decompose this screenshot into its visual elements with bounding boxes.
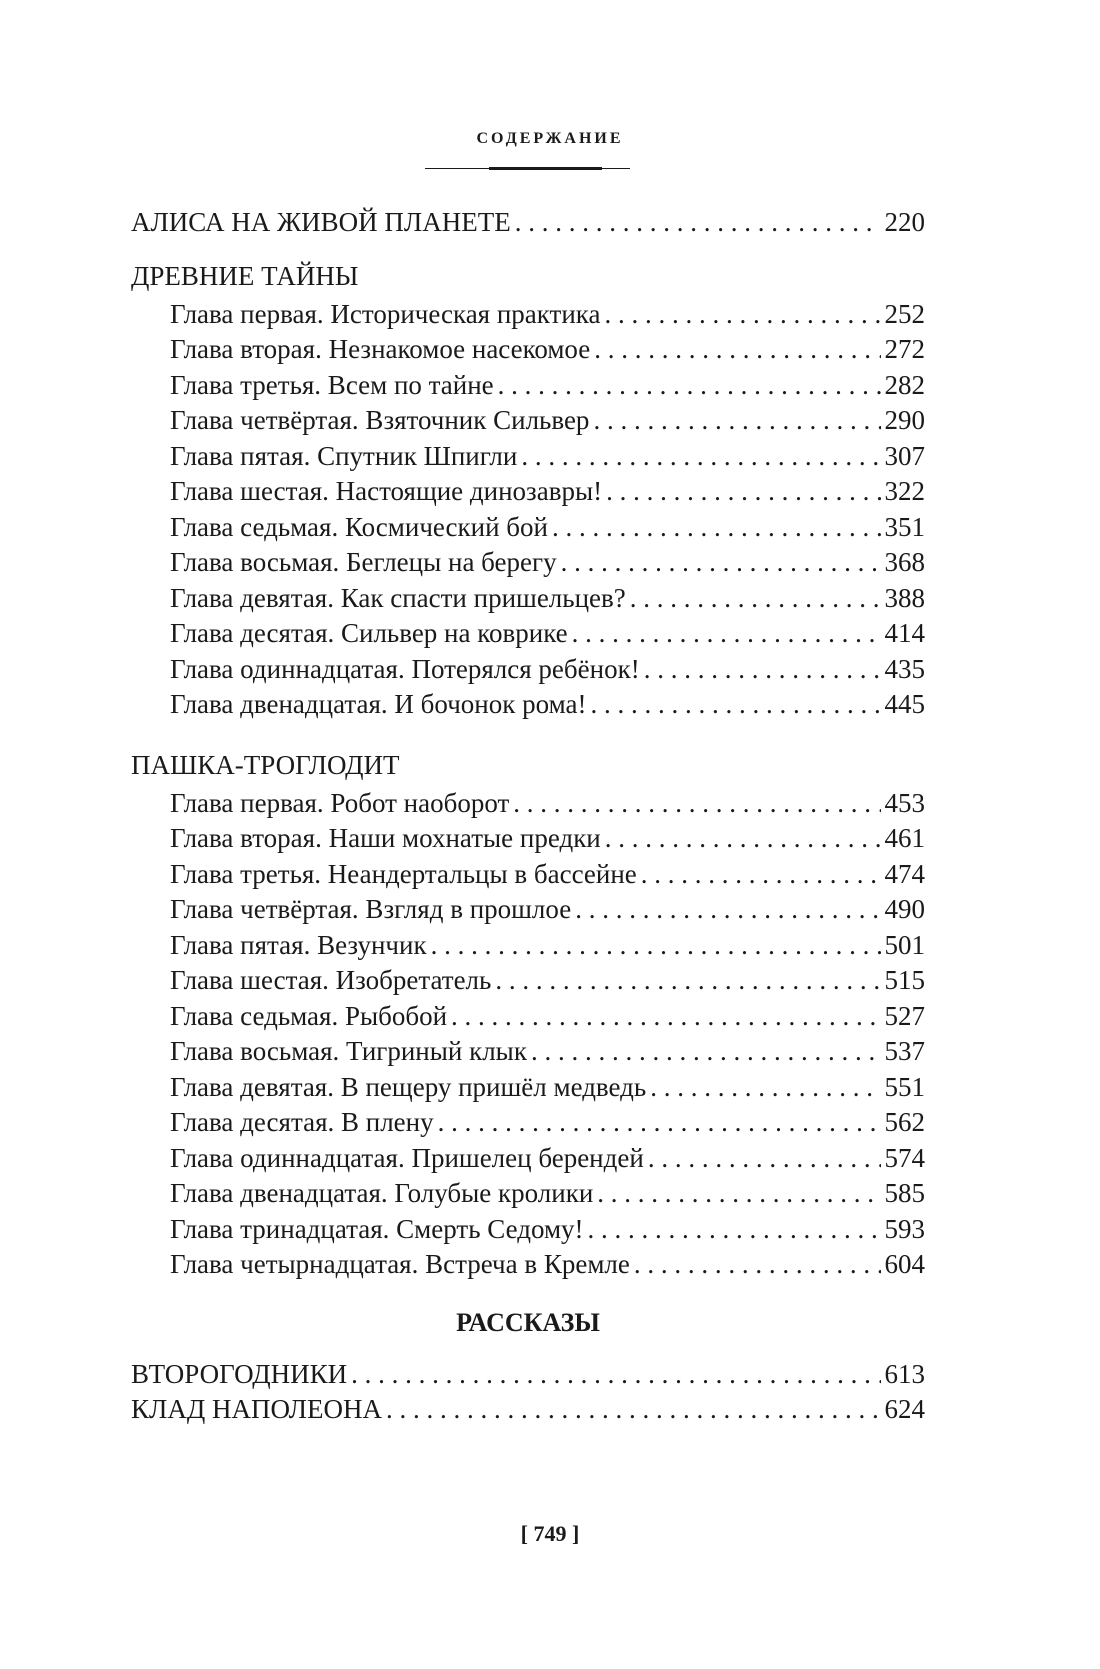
story-title: КЛАД НАПОЛЕОНА <box>131 1394 382 1424</box>
part-title: ПАШКА-ТРОГЛОДИТ <box>131 749 400 780</box>
dot-leader <box>648 1141 881 1177</box>
chapter-title: Глава пятая. Везунчик <box>170 929 427 960</box>
part-block <box>131 256 925 723</box>
chapter-title: Глава вторая. Наши мохнатые предки <box>170 823 601 853</box>
toc-chapter-entry[interactable] <box>131 892 925 928</box>
chapter-title: Глава шестая. Изобретатель <box>170 965 492 995</box>
chapter-page: 515 <box>884 965 925 995</box>
chapter-page: 351 <box>884 511 925 542</box>
toc-chapter-entry[interactable] <box>131 1034 925 1070</box>
dot-leader <box>605 821 881 857</box>
chapter-title: Глава первая. Робот наоборот <box>170 787 510 818</box>
toc-chapter-entry[interactable] <box>131 928 925 964</box>
dot-leader <box>593 403 880 439</box>
dot-leader <box>515 205 881 241</box>
chapter-page: 388 <box>884 582 925 613</box>
toc-chapter-entry[interactable] <box>131 1070 925 1106</box>
chapter-title: Глава десятая. Сильвер на коврике <box>170 618 568 648</box>
toc-chapter-entry[interactable] <box>131 1141 925 1177</box>
chapter-page: 585 <box>884 1178 925 1208</box>
toc-chapter-entry[interactable] <box>131 1176 925 1212</box>
dot-leader <box>451 999 880 1035</box>
toc-chapter-entry[interactable] <box>131 652 925 688</box>
dot-leader <box>575 892 880 928</box>
chapter-page: 453 <box>884 787 925 818</box>
toc-chapter-entry[interactable] <box>131 545 925 581</box>
toc-chapter-entry[interactable] <box>131 1105 925 1141</box>
dot-leader <box>431 928 881 964</box>
toc-story-entry[interactable] <box>131 1392 925 1428</box>
toc-entry-top[interactable] <box>131 205 925 241</box>
toc-chapter-entry[interactable] <box>131 857 925 893</box>
chapter-title: Глава четвёртая. Взгляд в прошлое <box>170 894 572 924</box>
chapter-title: Глава третья. Неандертальцы в бассейне <box>170 858 637 889</box>
dot-leader <box>572 616 881 652</box>
chapter-page: 537 <box>884 1036 925 1066</box>
chapter-page: 307 <box>884 440 925 471</box>
chapter-page: 414 <box>884 618 925 648</box>
chapter-page: 501 <box>884 929 925 960</box>
part-title: ДРЕВНИЕ ТАЙНЫ <box>131 260 359 291</box>
chapter-title: Глава первая. Историческая практика <box>170 298 601 329</box>
header-rule-thick <box>489 167 602 170</box>
toc-chapter-entry[interactable] <box>131 581 925 617</box>
dot-leader <box>634 1247 881 1283</box>
chapter-page: 490 <box>884 894 925 924</box>
chapter-title: Глава девятая. Как спасти пришельцев? <box>170 582 626 613</box>
chapter-page: 445 <box>884 689 925 719</box>
part-block <box>131 745 925 1283</box>
dot-leader <box>588 1212 881 1248</box>
toc-chapter-entry[interactable] <box>131 999 925 1035</box>
dot-leader <box>604 297 880 333</box>
chapter-page: 282 <box>884 369 925 400</box>
chapter-page: 593 <box>884 1213 925 1244</box>
page-number <box>0 1521 1100 1547</box>
chapter-title: Глава четырнадцатая. Встреча в Кремле <box>170 1249 630 1279</box>
dot-leader <box>351 1357 880 1393</box>
chapter-page: 604 <box>884 1249 925 1279</box>
dot-leader <box>641 857 881 893</box>
toc-chapter-entry[interactable] <box>131 687 925 723</box>
chapter-title: Глава восьмая. Тигриный клык <box>170 1036 527 1066</box>
toc-entry-page: 220 <box>884 207 925 237</box>
dot-leader <box>438 1105 881 1141</box>
chapter-page: 461 <box>884 823 925 853</box>
toc-chapter-entry[interactable] <box>131 439 925 475</box>
toc-chapter-entry[interactable] <box>131 403 925 439</box>
dot-leader <box>531 1034 881 1070</box>
toc-chapter-entry[interactable] <box>131 1247 925 1283</box>
chapter-list <box>131 297 925 723</box>
folio-number: 749 <box>533 1521 567 1546</box>
chapter-title: Глава двенадцатая. И бочонок рома! <box>170 689 587 719</box>
dot-leader <box>644 652 881 688</box>
dot-leader <box>521 439 880 475</box>
chapter-page: 252 <box>884 298 925 329</box>
chapter-page: 551 <box>884 1071 925 1102</box>
dot-leader <box>552 510 881 546</box>
toc-chapter-entry[interactable] <box>131 786 925 822</box>
chapter-title: Глава шестая. Настоящие динозавры! <box>170 476 603 506</box>
chapter-page: 562 <box>884 1107 925 1137</box>
chapter-title: Глава пятая. Спутник Шпигли <box>170 440 518 471</box>
toc-chapter-entry[interactable] <box>131 332 925 368</box>
dot-leader <box>606 474 880 510</box>
story-title: ВТОРОГОДНИКИ <box>131 1358 348 1389</box>
chapter-page: 368 <box>884 547 925 577</box>
chapter-title: Глава одиннадцатая. Пришелец берендей <box>170 1142 644 1173</box>
chapter-page: 474 <box>884 858 925 889</box>
chapter-title: Глава двенадцатая. Голубые кролики <box>170 1178 594 1208</box>
toc-chapter-entry[interactable] <box>131 368 925 404</box>
table-of-contents <box>131 205 925 1428</box>
toc-chapter-entry[interactable] <box>131 963 925 999</box>
dot-leader <box>594 332 880 368</box>
dot-leader <box>630 581 881 617</box>
chapter-list <box>131 786 925 1283</box>
chapter-title: Глава вторая. Незнакомое насекомое <box>170 334 591 364</box>
toc-chapter-entry[interactable] <box>131 474 925 510</box>
toc-chapter-entry[interactable] <box>131 510 925 546</box>
chapter-title: Глава седьмая. Космический бой <box>170 511 548 542</box>
chapter-title: Глава десятая. В плену <box>170 1107 434 1137</box>
chapter-page: 322 <box>884 476 925 506</box>
chapter-page: 574 <box>884 1142 925 1173</box>
dot-leader <box>386 1392 881 1428</box>
chapter-page: 435 <box>884 653 925 684</box>
dot-leader <box>561 545 881 581</box>
dot-leader <box>498 368 881 404</box>
chapter-title: Глава третья. Всем по тайне <box>170 369 494 400</box>
folio-right-bracket: ] <box>572 1521 580 1546</box>
toc-story-entry[interactable] <box>131 1357 925 1393</box>
dot-leader <box>650 1070 880 1106</box>
story-page: 624 <box>884 1394 925 1424</box>
chapter-title: Глава восьмая. Беглецы на берегу <box>170 547 557 577</box>
toc-chapter-entry[interactable] <box>131 616 925 652</box>
chapter-title: Глава одиннадцатая. Потерялся ребёнок! <box>170 653 640 684</box>
chapter-title: Глава тринадцатая. Смерть Седому! <box>170 1213 584 1244</box>
chapter-title: Глава девятая. В пещеру пришёл медведь <box>170 1071 647 1102</box>
toc-chapter-entry[interactable] <box>131 297 925 333</box>
story-page: 613 <box>884 1358 925 1389</box>
chapter-title: Глава четвёртая. Взяточник Сильвер <box>170 405 590 435</box>
dot-leader <box>513 786 880 822</box>
toc-chapter-entry[interactable] <box>131 821 925 857</box>
chapter-page: 290 <box>884 405 925 435</box>
folio-left-bracket: [ <box>520 1521 528 1546</box>
section-heading: РАССКАЗЫ <box>456 1307 600 1337</box>
toc-entry-title: АЛИСА НА ЖИВОЙ ПЛАНЕТЕ <box>131 207 511 237</box>
running-head: СОДЕРЖАНИЕ <box>476 130 624 147</box>
chapter-page: 272 <box>884 334 925 364</box>
dot-leader <box>495 963 880 999</box>
dot-leader <box>597 1176 880 1212</box>
dot-leader <box>590 687 880 723</box>
chapter-title: Глава седьмая. Рыбобой <box>170 1000 448 1031</box>
stories-list <box>131 1357 925 1428</box>
toc-chapter-entry[interactable] <box>131 1212 925 1248</box>
chapter-page: 527 <box>884 1000 925 1031</box>
